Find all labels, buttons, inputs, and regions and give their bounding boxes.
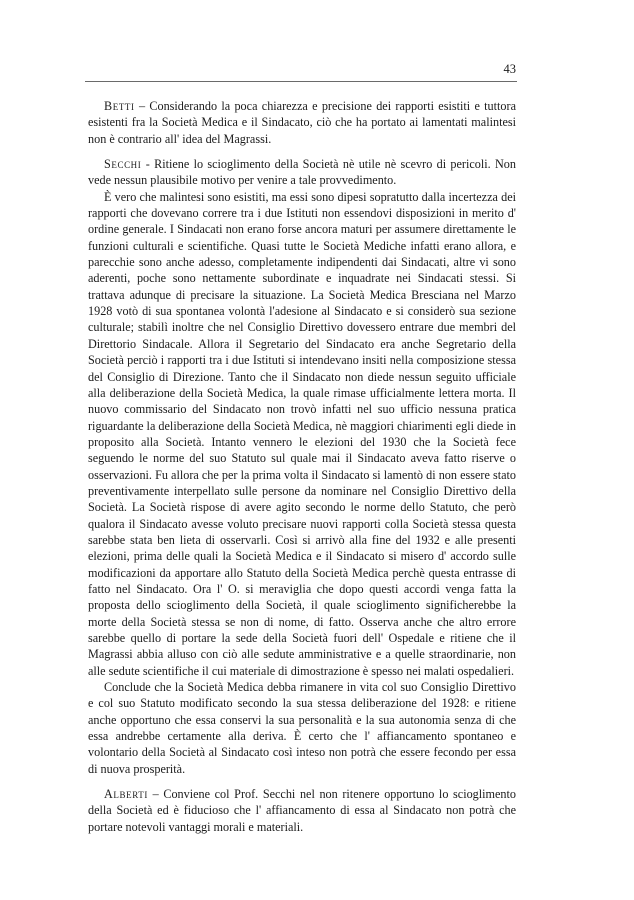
header-rule (85, 81, 517, 82)
paragraph-secchi-continued (88, 189, 516, 679)
paragraph-text: – Conviene col Prof. Secchi nel non ritenere opportuno lo scioglimento della Società ed è fiducioso che l' affiancamento di essa al Sindacato non potrà che portare notevoli vantaggi morali e materiali. (88, 787, 516, 834)
paragraph-text: Conclude che la Società Medica debba rimanere in vita col suo Consiglio Direttivo e col suo Statuto modificato secondo la sua stessa deliberazione del 1928: e ritiene anche opportuno che essa conservi la sua personalità e la sua autonomia senza di che essa andrebbe certamente alla deriva. È certo che l' affiancamento spontaneo e volontario della Società al Sindacato così inteso non potrà che essere fecondo per essa di nuova prosperità. (88, 680, 516, 776)
paragraph-betti (88, 98, 516, 147)
paragraph-text: È vero che malintesi sono esistiti, ma essi sono dipesi sopratutto dalla incertezza dei rapporti che dovevano correre tra i due Istituti non essendovi disposizioni in merito d' ordine generale. I Sindacati non erano forse ancora maturi per assumere direttamente le funzioni culturali e scientifiche. Quasi tutte le Società Mediche infatti erano allora, e parecchie sono anche adesso, completamente indipendenti dai Sindacati, altre vi sono aderenti, poche sono nettamente subordinate e inquadrate nei Sindacati stessi. Si trattava adunque di precisare la situazione. La Società Medica Bresciana nel Marzo 1928 votò di sua spontanea volontà l'adesione al Sindacato e si considerò sua sezione culturale; stabilì inoltre che nel Consiglio Direttivo dovessero entrare due membri del Direttorio Sindacale. Allora il Segretario del Sindacato era anche Segretario della Società perciò i rapporti tra i due Istituti si intendevano insiti nella composizione stessa del Consiglio di Direzione. Tanto che il Sindacato non diede nessun seguito ufficiale alla deliberazione della Società Medica, la quale rimase ufficialmente lettera morta. Il nuovo commissario del Sindacato non trovò infatti nel suo ufficio nessuna pratica riguardante la deliberazione della Società Medica, nè maggiori chiarimenti egli diede in proposito alla Società. Intanto vennero le elezioni del 1930 che la Società fece seguendo le norme del suo Statuto sul quale mai il Sindacato aveva fatto riserve o osservazioni. Fu allora che per la prima volta il Sindacato si lamentò di non essere stato preventivamente interpellato sulle persone da nominare nel Consiglio Direttivo della Società. La Società rispose di avere agito secondo le norme dello Statuto, che però qualora il Sindacato avesse voluto precisare nuovi rapporti colla Società stessa questa sarebbe stata ben lieta di osservarli. Così si arrivò alla fine del 1932 e alle presenti elezioni, prima delle quali la Società Medica e il Sindacato si misero d' accordo sulle modificazioni da apportare allo Statuto della Società Medica perchè questa entrasse di fatto nel Sindacato. Ora l' O. si meraviglia che dopo questi accordi venga fatta la proposta dello scioglimento della Società, il quale scioglimento significherebbe la morte della Società stessa se non di nome, di fatto. Osserva anche che altro errore sarebbe quello di portare la sede della Società fuori dell' Ospedale e ritiene che il Magrassi abbia alluso con ciò alle sedute amministrative e a quelle straordinarie, non alle sedute scientifiche il cui materiale di dimostrazione è spesso nei malati ospedalieri. (88, 189, 516, 678)
minutes-text (88, 98, 516, 835)
paragraph-text: - Ritiene lo scioglimento della Società nè utile nè scevro di pericoli. Non vede nessun plausibile motivo per venire a tale provvedimento. (88, 157, 516, 188)
page-number: 43 (503, 62, 516, 76)
speaker-name: Alberti (104, 787, 148, 802)
paragraph-text: – Considerando la poca chiarezza e precisione dei rapporti esistiti e tuttora esistenti fra la Società Medica e il Sindacato, ciò che ha portato ai lamentati malintesi non è contrario all' idea del Magrassi. (88, 99, 516, 146)
speaker-name: Betti (104, 99, 135, 113)
paragraph-alberti (88, 786, 516, 835)
speaker-name: Secchi (104, 157, 142, 172)
paragraph-conclusion (88, 679, 516, 777)
paragraph-secchi (88, 156, 516, 189)
